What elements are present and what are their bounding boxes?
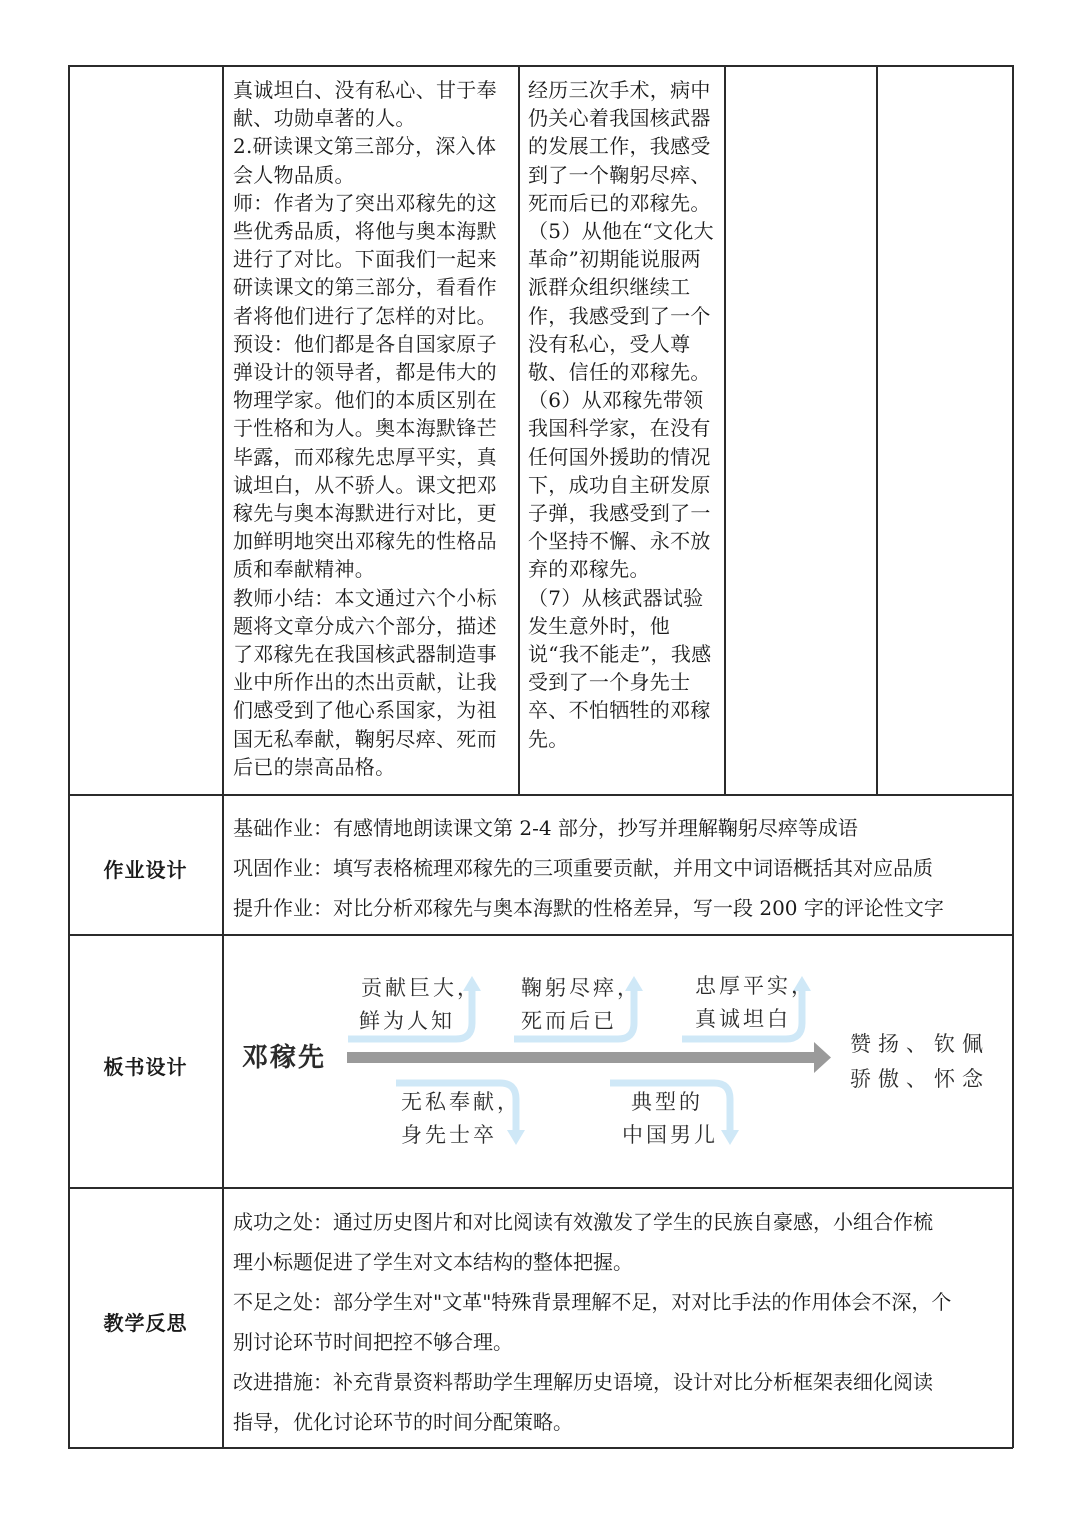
bottom-item-1-line1: 无私奉献， [401,1090,521,1114]
board-design-label: 板书设计 [103,1055,188,1079]
top-item-2-line1: 鞠躬尽瘁， [521,976,641,1000]
board-result-line2: 骄傲、怀念 [850,1067,990,1091]
table-border-right [1012,65,1014,1448]
teacher-paragraph: 教师小结：本文通过六个小标题将文章分成六个部分，描述了邓稼先在我国核武器制造事业中所作出的杰出贡献，让我们感受到了他心系国家，为祖国无私奉献，鞠躬尽瘁、死而后已的崇高品格。 [233,585,497,779]
teacher-paragraph: 2.研读课文第三部分，深入体会人物品质。 [233,134,497,187]
table-border-left [68,65,70,1448]
student-paragraph: （6）从邓稼先带领我国科学家，在没有任何国外援助的情况下，成功自主研发原子弹，我感受到了一个坚持不懈、永不放弃的邓稼先。 [528,388,711,582]
bottom-item-2-line2: 中国男儿 [622,1123,718,1147]
homework-basic: 基础作业：有感情地朗读课文第 2-4 部分，抄写并理解鞠躬尽瘁等成语 [233,816,858,840]
teacher-paragraph: 真诚坦白、没有私心、甘于奉献、功勋卓著的人。 [233,78,497,131]
row-divider-1 [68,794,1013,796]
board-center-title: 邓稼先 [242,1043,327,1073]
bottom-arrow-2-head [721,1130,739,1145]
top-item-3-line2: 真诚坦白 [695,1007,791,1031]
table-border-bottom [68,1447,1013,1449]
main-arrow-shaft [347,1052,819,1063]
top-item-1-line1: 贡献巨大， [361,976,481,1000]
top-item-3-line1: 忠厚平实， [695,974,815,998]
board-result-line1: 赞扬、钦佩 [850,1032,990,1056]
reflection-line: 成功之处：通过历史图片和对比阅读有效激发了学生的民族自豪感，小组合作梳 [233,1210,933,1234]
reflection-label: 教学反思 [103,1311,188,1335]
process-col-divider-2 [724,65,726,794]
teacher-paragraph: 师：作者为了突出邓稼先的这些优秀品质，将他与奥本海默进行了对比。下面我们一起来研读课文的第三部分，看看作者将他们进行了怎样的对比。 [233,190,497,328]
table-border-top [68,65,1013,67]
row-divider-3 [68,1187,1013,1189]
student-paragraph: 经历三次手术，病中仍关心着我国核武器的发展工作，我感受到了一个鞠躬尽瘁、死而后已的邓稼先。 [528,78,711,215]
teacher-paragraph: 预设：他们都是各自国家原子弹设计的领导者，都是伟大的物理学家。他们的本质区别在于性格和为人。奥本海默锋芒毕露，而邓稼先忠厚平实，真诚坦白，从不骄人。课文把邓稼先与奥本海默进行对比，更加鲜明地突出邓稼先的性格品质和奉献精神。 [233,331,497,582]
bottom-item-1-line2: 身先士卒 [401,1123,497,1147]
bottom-item-2-line1: 典型的 [631,1090,703,1114]
label-column-divider [222,65,224,1448]
teacher-activity-cell [233,76,513,781]
process-col-divider-3 [876,65,878,794]
top-item-2-line2: 死而后已 [521,1009,617,1033]
reflection-content [233,1202,1008,1442]
homework-label: 作业设计 [103,858,188,882]
top-item-1-line2: 鲜为人知 [359,1009,455,1033]
homework-advanced: 提升作业：对比分析邓稼先与奥本海默的性格差异，写一段 200 字的评论性文字 [233,896,944,920]
board-diagram [224,936,1012,1186]
homework-content [233,808,1008,928]
reflection-line: 理小标题促进了学生对文本结构的整体把握。 [233,1250,633,1274]
bottom-arrow-1-head [507,1130,525,1145]
reflection-line: 别讨论环节时间把控不够合理。 [233,1330,513,1354]
homework-consolidate: 巩固作业：填写表格梳理邓稼先的三项重要贡献，并用文中词语概括其对应品质 [233,856,933,880]
main-arrow-head [814,1042,831,1073]
reflection-line: 改进措施：补充背景资料帮助学生理解历史语境，设计对比分析框架表细化阅读 [233,1370,933,1394]
process-col-divider-1 [518,65,520,794]
reflection-line: 指导，优化讨论环节的时间分配策略。 [233,1410,573,1434]
student-paragraph: （5）从他在“文化大革命”初期能说服两派群众组织继续工作，我感受到了一个没有私心，受人尊敬、信任的邓稼先。 [528,219,714,385]
reflection-line: 不足之处：部分学生对"文革"特殊背景理解不足，对对比手法的作用体会不深，个 [233,1290,952,1314]
student-paragraph: （7）从核武器试验发生意外时，他说“我不能走”，我感受到了一个身先士卒、不怕牺牲的邓稼先。 [528,585,712,751]
student-activity-cell [528,76,718,753]
